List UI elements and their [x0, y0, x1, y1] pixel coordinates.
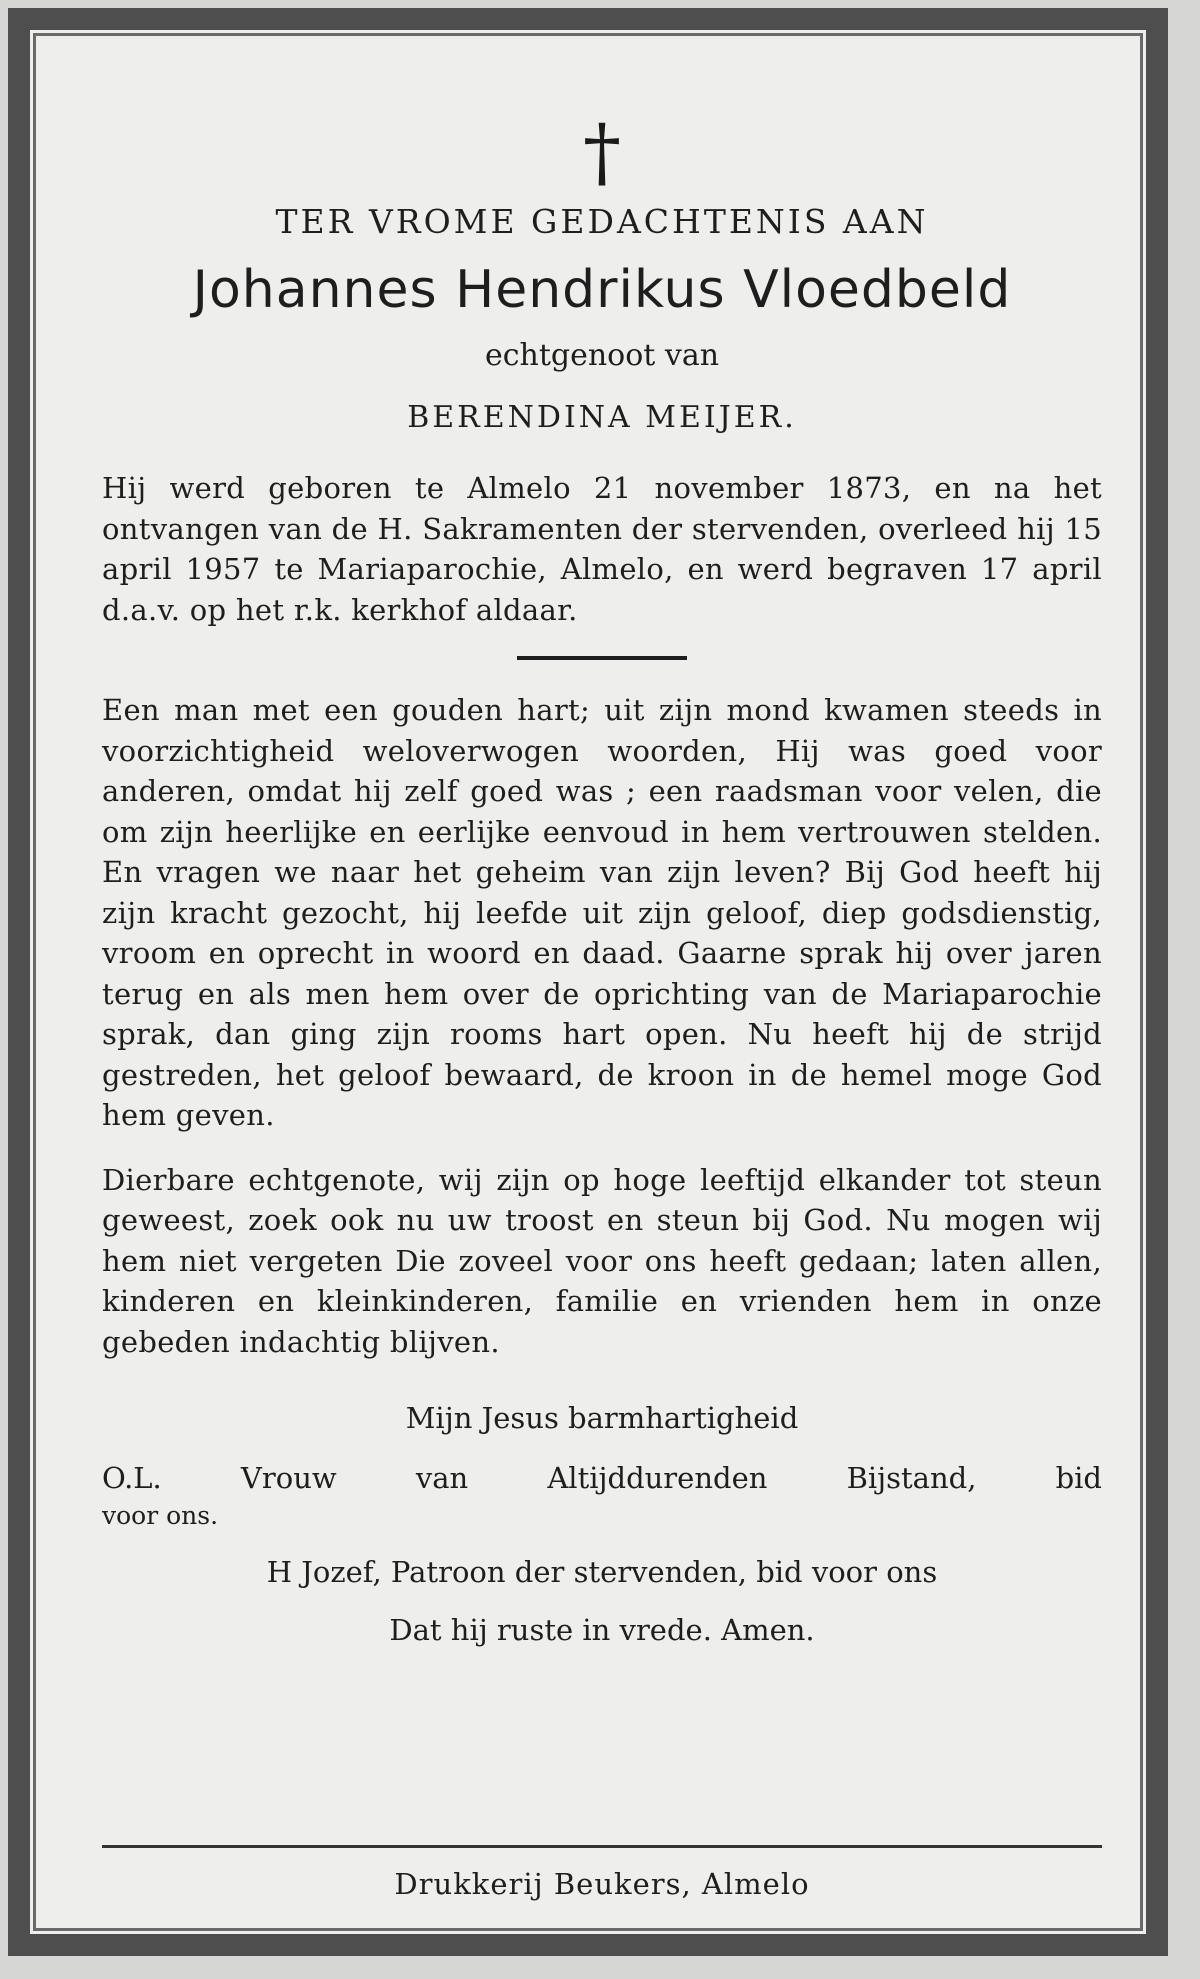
prayer-line-2: O.L. Vrouw van Altijddurenden Bijstand, bid — [102, 1461, 1102, 1495]
spouse-address-paragraph: Dierbare echtgenote, wij zijn op hoge leeftijd elkander tot steun geweest, zoek ook nu uw troost en steun bij God. Nu mogen wij hem niet vergeten Die zoveel voor ons heeft gedaan; laten allen, kinderen en kleinkinderen, familie en vrienden hem in onze gebeden indachtig blijven. — [102, 1162, 1102, 1359]
cross-icon: † — [583, 107, 621, 196]
tribute-paragraph: Een man met een gouden hart; uit zijn mond kwamen steeds in voorzichtigheid weloverwogen woorden, Hij was goed voor anderen, omdat hij zelf goed was ; een raadsman voor velen, die om zijn heerlijke en eerlijke eenvoud in hem vertrouwen stelden. En vragen we naar het geheim van zijn leven? Bij God heeft hij zijn kracht gezocht, hij leefde uit zijn geloof, diep godsdienstig, vroom en oprecht in woord en daad. Gaarne sprak hij over jaren terug en als men hem over de oprichting van de Mariaparochie sprak, dan ging zijn rooms hart open. Nu heeft hij de strijd gestreden, het geloof bewaard, de kroon in de hemel moge God hem geven. — [102, 693, 1102, 1132]
spouse-label: echtgenoot van — [484, 338, 720, 373]
footer-divider — [102, 1845, 1102, 1848]
divider-rule — [517, 656, 687, 660]
prayer-line-4: Dat hij ruste in vrede. Amen. — [389, 1613, 815, 1647]
prayer-line-3: H Jozef, Patroon der stervenden, bid voor ons — [266, 1555, 938, 1589]
card-content — [102, 107, 1102, 1650]
prayer-line-1: Mijn Jesus barmhartigheid — [405, 1401, 799, 1435]
memorial-card — [8, 8, 1168, 1956]
deceased-name: Johannes Hendrikus Vloedbeld — [192, 260, 1012, 320]
printer-credit: Drukkerij Beukers, Almelo — [394, 1867, 810, 1901]
spouse-name: BERENDINA MEIJER. — [407, 400, 797, 435]
memorial-heading: TER VROME GEDACHTENIS AAN — [275, 202, 929, 241]
biography-paragraph: Hij werd geboren te Almelo 21 november 1873, en na het ontvangen van de H. Sakramenten der stervenden, overleed hij 15 april 1957 te Mariaparochie, Almelo, en werd begraven 17 april d.a.v. op het r.k. kerkhof aldaar. — [102, 471, 1102, 627]
prayer-line-2-continued: voor ons. — [102, 1501, 219, 1530]
